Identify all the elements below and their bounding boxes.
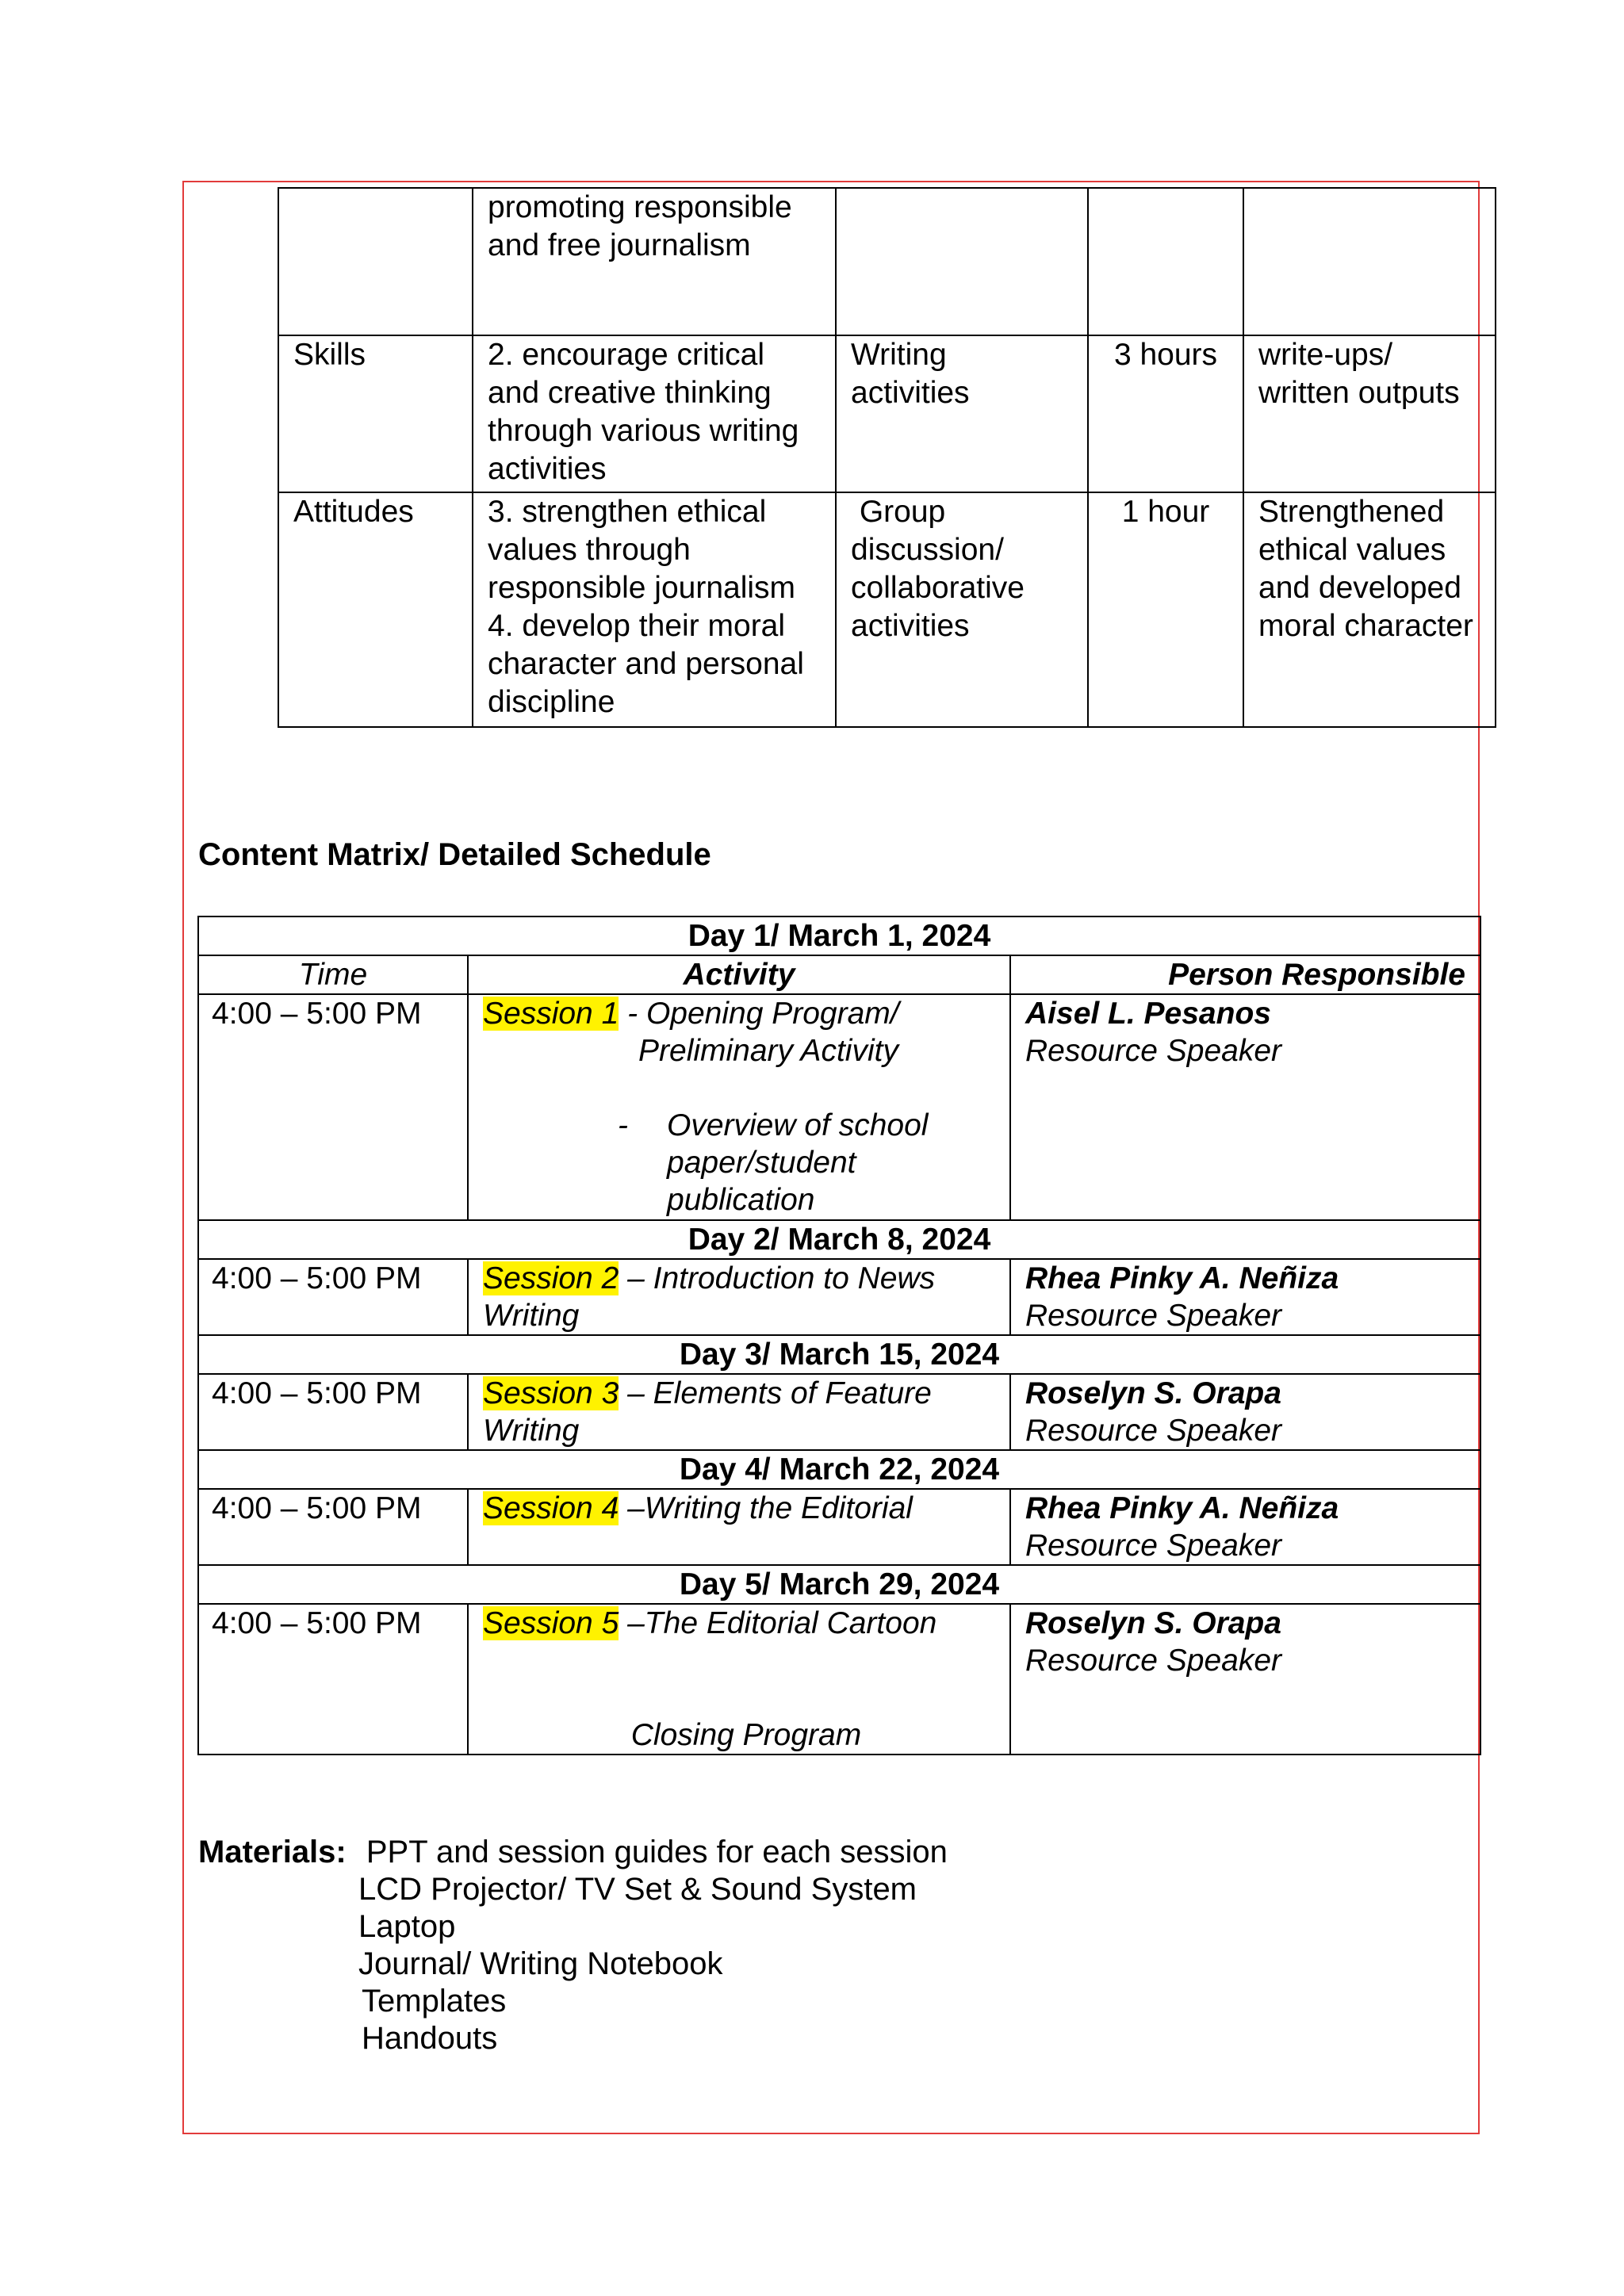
header-person: Person Responsible bbox=[1010, 955, 1480, 994]
schedule-table bbox=[197, 916, 1481, 1755]
domain-cell: Attitudes bbox=[278, 492, 473, 727]
material-item: Laptop bbox=[358, 1909, 456, 1944]
day-row bbox=[198, 1565, 1480, 1604]
time-cell: 4:00 – 5:00 PM bbox=[198, 1259, 468, 1335]
table-row bbox=[198, 1259, 1480, 1335]
material-item: Templates bbox=[362, 1984, 507, 2019]
day-row bbox=[198, 1335, 1480, 1374]
domain-cell bbox=[278, 188, 473, 335]
time-cell bbox=[1088, 188, 1243, 335]
materials-list bbox=[198, 1834, 948, 2057]
section-heading: Content Matrix/ Detailed Schedule bbox=[198, 837, 711, 872]
time-cell: 4:00 – 5:00 PM bbox=[198, 994, 468, 1220]
table-row bbox=[278, 492, 1496, 727]
header-time: Time bbox=[198, 955, 468, 994]
material-item: PPT and session guides for each session bbox=[366, 1835, 948, 1869]
domain-cell: Skills bbox=[278, 335, 473, 492]
day-row bbox=[198, 1450, 1480, 1489]
closing-program: Closing Program bbox=[630, 1718, 862, 1752]
output-cell bbox=[1243, 188, 1496, 335]
session-label: Session 2 bbox=[483, 1261, 619, 1295]
strategy-cell: Writing activities bbox=[836, 335, 1088, 492]
day-heading: Day 4/ March 22, 2024 bbox=[198, 1450, 1480, 1489]
time-cell: 4:00 – 5:00 PM bbox=[198, 1489, 468, 1565]
table-row bbox=[198, 1604, 1480, 1755]
day-row bbox=[198, 1220, 1480, 1259]
objectives-table bbox=[278, 187, 1496, 728]
table-row bbox=[278, 335, 1496, 492]
day-row bbox=[198, 916, 1480, 955]
header-row bbox=[198, 955, 1480, 994]
time-cell: 1 hour bbox=[1088, 492, 1243, 727]
time-cell: 4:00 – 5:00 PM bbox=[198, 1604, 468, 1755]
day-heading: Day 5/ March 29, 2024 bbox=[198, 1565, 1480, 1604]
activity-cell: Session 5 –The Editorial Cartoon Closing Program bbox=[468, 1604, 1010, 1755]
person-cell: Roselyn S. Orapa Resource Speaker bbox=[1010, 1374, 1480, 1450]
table-row bbox=[198, 1374, 1480, 1450]
person-cell: Aisel L. Pesanos Resource Speaker bbox=[1010, 994, 1480, 1220]
session-label: Session 5 bbox=[483, 1606, 619, 1640]
session-label: Session 4 bbox=[483, 1491, 619, 1525]
activity-cell: Session 4 –Writing the Editorial bbox=[468, 1489, 1010, 1565]
time-cell: 3 hours bbox=[1088, 335, 1243, 492]
person-cell: Rhea Pinky A. Neñiza Resource Speaker bbox=[1010, 1259, 1480, 1335]
person-cell: Rhea Pinky A. Neñiza Resource Speaker bbox=[1010, 1489, 1480, 1565]
activity-cell: Session 1 - Opening Program/ Preliminary Activity - Overview of school paper/student publication bbox=[468, 994, 1010, 1220]
material-item: LCD Projector/ TV Set & Sound System bbox=[358, 1872, 917, 1907]
session-label: Session 1 bbox=[483, 997, 619, 1031]
day-heading: Day 3/ March 15, 2024 bbox=[198, 1335, 1480, 1374]
material-item: Journal/ Writing Notebook bbox=[358, 1946, 723, 1981]
output-cell: write-ups/ written outputs bbox=[1243, 335, 1496, 492]
time-cell: 4:00 – 5:00 PM bbox=[198, 1374, 468, 1450]
table-row bbox=[198, 1489, 1480, 1565]
output-cell: Strengthened ethical values and developed moral character bbox=[1243, 492, 1496, 727]
day-heading: Day 1/ March 1, 2024 bbox=[198, 916, 1480, 955]
table-row bbox=[198, 994, 1480, 1220]
materials-label: Materials: bbox=[198, 1835, 347, 1869]
material-item: Handouts bbox=[362, 2021, 498, 2056]
day-heading: Day 2/ March 8, 2024 bbox=[198, 1220, 1480, 1259]
objective-cell: promoting responsible and free journalism bbox=[473, 188, 836, 335]
session-label: Session 3 bbox=[483, 1376, 619, 1410]
activity-cell: Session 3 – Elements of Feature Writing bbox=[468, 1374, 1010, 1450]
strategy-cell: Group discussion/ collaborative activities bbox=[836, 492, 1088, 727]
objective-cell: 3. strengthen ethical values through responsible journalism 4. develop their moral character and personal discipline bbox=[473, 492, 836, 727]
bullet-item: - Overview of school paper/student publication bbox=[618, 1108, 929, 1217]
header-activity: Activity bbox=[468, 955, 1010, 994]
table-row bbox=[278, 188, 1496, 335]
person-cell: Roselyn S. Orapa Resource Speaker bbox=[1010, 1604, 1480, 1755]
activity-cell: Session 2 – Introduction to News Writing bbox=[468, 1259, 1010, 1335]
objective-cell: 2. encourage critical and creative thinking through various writing activities bbox=[473, 335, 836, 492]
strategy-cell bbox=[836, 188, 1088, 335]
